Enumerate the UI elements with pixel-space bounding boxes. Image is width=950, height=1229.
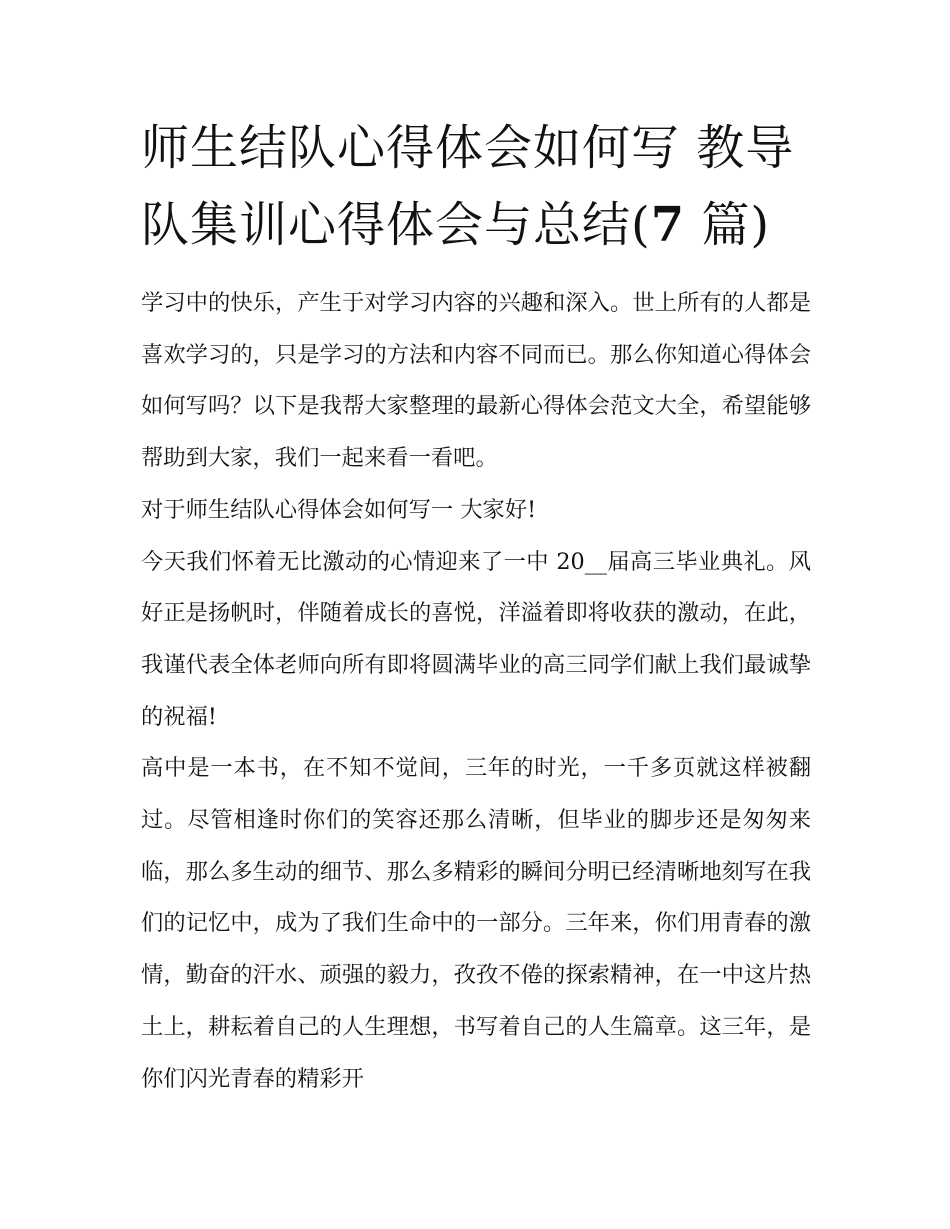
title-text: 师生结队心得体会如何写 教导队集训心得体会与总结( bbox=[141, 120, 795, 253]
document-content bbox=[141, 110, 811, 1105]
title-text-end: 篇) bbox=[685, 197, 771, 253]
body-paragraph: 高中是一本书，在不知不觉间，三年的时光，一千多页就这样被翻过。尽管相逢时你们的笑容还那么清晰，但毕业的脚步还是匆匆来临，那么多生动的细节、那么多精彩的瞬间分明已经清晰地刻写在我们的记忆中，成为了我们生命中的一部分。三年来，你们用青春的激情，勤奋的汗水、顽强的毅力，孜孜不倦的探索精神，在一中这片热土上，耕耘着自己的人生理想，书写着自己的人生篇章。这三年，是你们闪光青春的精彩开 bbox=[141, 755, 811, 1092]
title-number: 7 bbox=[650, 197, 686, 253]
intro-paragraph: 学习中的快乐，产生于对学习内容的兴趣和深入。世上所有的人都是喜欢学习的，只是学习的方法和内容不同而已。那么你知道心得体会如何写吗？以下是我帮大家整理的最新心得体会范文大全，希望能够帮助到大家，我们一起来看一看吧。 bbox=[141, 290, 811, 472]
document-title bbox=[141, 110, 811, 264]
body-paragraph: 今天我们怀着无比激动的心情迎来了一中 20__届高三毕业典礼。风好正是扬帆时，伴随着成长的喜悦，洋溢着即将收获的激动，在此，我谨代表全体老师向所有即将圆满毕业的高三同学们献上我们最诚挚的祝福! bbox=[141, 548, 811, 730]
section-heading-paragraph: 对于师生结队心得体会如何写一 大家好! bbox=[141, 496, 537, 523]
document-body bbox=[141, 278, 811, 1105]
